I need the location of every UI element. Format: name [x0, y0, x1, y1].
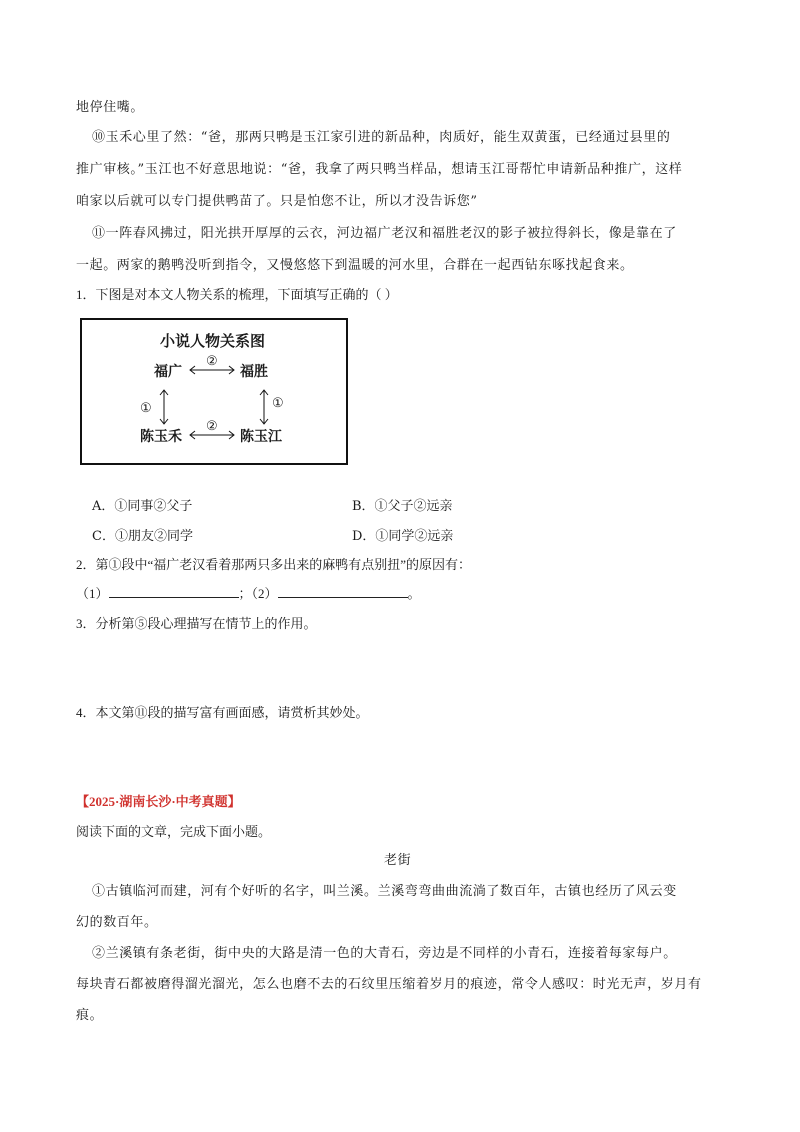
- article-p1-line-2: 幻的数百年。: [76, 915, 158, 930]
- article-p2-line-2: 每块青石都被磨得溜光溜光，怎么也磨不去的石纹里压缩着岁月的痕迹，常令人感叹：时光无声，岁月有: [76, 977, 702, 992]
- paragraph-10-line-2: 推广审核。”玉江也不好意思地说：“爸，我拿了两只鸭当样品，想请玉江哥帮忙申请新品种推广，这样: [76, 162, 683, 177]
- question-4-stem: 4．本文第⑪段的描写富有画面感，请赏析其妙处。: [76, 705, 369, 720]
- option-c[interactable]: C．①朋友②同学: [92, 529, 193, 544]
- node-chen-yujiang: 陈玉江: [240, 429, 282, 445]
- paragraph-10-line-1: ⑩玉禾心里了然：“爸，那两只鸭是玉江家引进的新品种，肉质好，能生双黄蛋，已经通过县里的: [92, 130, 671, 145]
- answer-1-label: （1）: [76, 586, 109, 601]
- paragraph-11-line-1: ⑪一阵春风拂过，阳光拱开厚厚的云衣，河边福广老汉和福胜老汉的影子被拉得斜长，像是靠在了: [92, 226, 677, 241]
- paragraph-11-line-2: 一起。两家的鹅鸭没听到指令，又慢悠悠下到温暖的河水里，合群在一起西钻东啄找起食来。: [76, 258, 634, 273]
- source-tag: 【2025·湖南长沙·中考真题】: [76, 794, 241, 809]
- question-2-answer-line: [76, 583, 421, 604]
- article-p2-line-3: 痕。: [76, 1008, 104, 1023]
- label-top: ②: [206, 354, 218, 369]
- answer-end: 。: [407, 586, 421, 601]
- article-p1-line-1: ①古镇临河而建，河有个好听的名字，叫兰溪。兰溪弯弯曲曲流淌了数百年，古镇也经历了风云变: [92, 884, 677, 899]
- question-2-stem: 2．第①段中“福广老汉看着那两只多出来的麻鸭有点别扭”的原因有：: [76, 557, 472, 572]
- node-chen-yuhe: 陈玉禾: [140, 429, 182, 445]
- diagram-title: 小说人物关系图: [160, 332, 266, 350]
- character-relationship-diagram: [80, 318, 348, 465]
- option-b[interactable]: B．①父子②远亲: [352, 499, 453, 514]
- article-p2-line-1: ②兰溪镇有条老街，街中央的大路是清一色的大青石，旁边是不同样的小青石，连接着每家每户。: [92, 946, 677, 961]
- label-bottom: ②: [206, 419, 218, 434]
- reading-instruction: 阅读下面的文章，完成下面小题。: [76, 824, 272, 839]
- node-fusheng: 福胜: [240, 364, 268, 380]
- option-d[interactable]: D．①同学②远亲: [352, 529, 454, 544]
- option-a[interactable]: A．①同事②父子: [92, 499, 193, 514]
- label-left: ①: [140, 401, 152, 416]
- answer-2-blank[interactable]: [278, 583, 408, 598]
- question-1-stem: 1．下图是对本文人物关系的梳理，下面填写正确的（ ）: [76, 287, 398, 302]
- label-right: ①: [272, 396, 284, 411]
- passage-tail: 地停住嘴。: [76, 100, 145, 115]
- question-3-stem: 3．分析第⑤段心理描写在情节上的作用。: [76, 616, 317, 631]
- answer-1-blank[interactable]: [109, 583, 239, 598]
- article-title: 老街: [384, 853, 412, 868]
- paragraph-10-line-3: 咱家以后就可以专门提供鸭苗了。只是怕您不让，所以才没告诉您”: [76, 194, 478, 209]
- node-fuguang: 福广: [154, 364, 182, 380]
- answer-2-label: ；（2）: [238, 586, 278, 601]
